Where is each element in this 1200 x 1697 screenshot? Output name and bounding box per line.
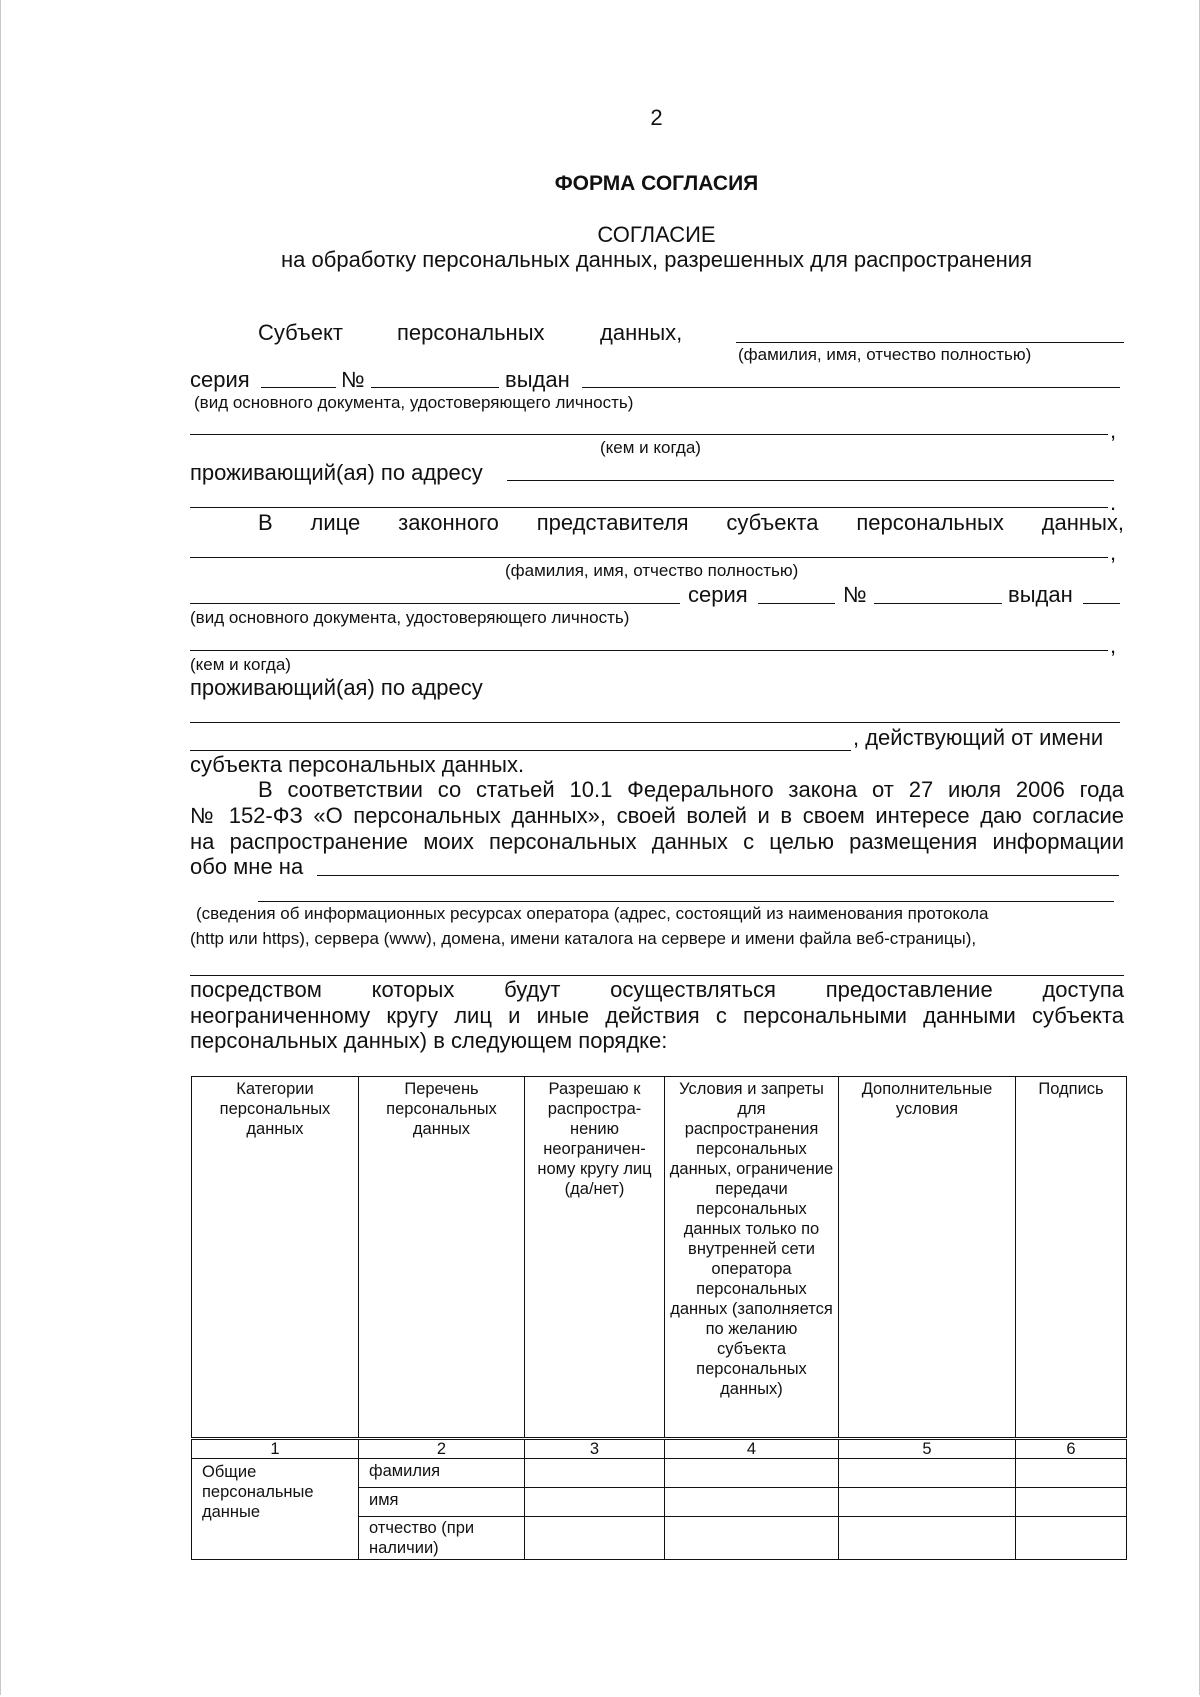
table-header-row [192, 1077, 1127, 1439]
subject-seria-line[interactable] [261, 387, 336, 388]
document-title: СОГЛАСИЕ [597, 222, 716, 247]
table-header-additional: Дополнительные условия [839, 1077, 1016, 1439]
table-item-cell: фамилия [359, 1459, 525, 1488]
subject-fio-line[interactable] [736, 342, 1124, 343]
representative-issued-line[interactable] [1083, 603, 1120, 604]
representative-fio-line[interactable] [190, 557, 1108, 558]
table-number-row [192, 1439, 1127, 1459]
consent-line-1: В соответствии со статьей 10.1 Федерального закона от 27 июля 2006 года [258, 777, 1124, 802]
representative-doc-line[interactable] [190, 603, 680, 604]
representative-doc-hint: (вид основного документа, удостоверяющего личность) [190, 608, 630, 627]
table-header-conditions: Условия и запреты для распространения персональных данных, ограничение передачи персональных данных только по внутренней сети оператора персональных данных (заполняется по желанию субъекта персональных данных) [665, 1077, 839, 1439]
subject-address-line[interactable] [507, 480, 1114, 481]
subject-address-label: проживающий(ая) по адресу [190, 460, 483, 485]
consent-resource-line[interactable] [317, 875, 1119, 876]
representative-issued-line-2[interactable] [190, 650, 1108, 651]
subject-label-word3: данных, [600, 320, 683, 345]
consent-line-4: обо мне на [190, 854, 304, 879]
table-number-cell: 4 [665, 1439, 839, 1459]
consent-resources-hint-1: (сведения об информационных ресурсах оператора (адрес, состоящий из наименования протокола [196, 904, 989, 923]
subject-issued-line[interactable] [582, 387, 1120, 388]
table-permission-cell[interactable] [525, 1517, 665, 1560]
table-conditions-cell[interactable] [665, 1517, 839, 1560]
form-heading: ФОРМА СОГЛАСИЯ [554, 172, 759, 195]
table-item-cell: отчество (при наличии) [359, 1517, 525, 1560]
subject-issued-line-2[interactable] [190, 434, 1108, 435]
table-signature-cell[interactable] [1016, 1517, 1127, 1560]
representative-address-line[interactable] [190, 722, 1120, 723]
representative-number-label: № [843, 582, 867, 607]
page-number: 2 [650, 105, 663, 130]
subject-seria-label: серия [190, 367, 250, 392]
representative-issued-label: выдан [1008, 582, 1073, 607]
representative-seria-label: серия [688, 582, 748, 607]
consent-resource-line-2[interactable] [258, 901, 1114, 902]
representative-kem-hint: (кем и когда) [190, 655, 291, 674]
consent-resource-line-3[interactable] [190, 975, 1124, 976]
subject-label-word1: Субъект [258, 320, 343, 345]
table-header-permission: Разрешаю к распростра- нению неограничен- ному кругу лиц (да/нет) [525, 1077, 665, 1439]
representative-address-line-2[interactable] [190, 750, 851, 751]
table-additional-cell[interactable] [839, 1459, 1016, 1488]
subject-address-line-2[interactable] [190, 507, 1108, 508]
subject-kem-hint: (кем и когда) [600, 438, 701, 457]
table-row [192, 1459, 1127, 1488]
consent-line-3: на распространение моих персональных данных с целью размещения информации [190, 829, 1124, 854]
table-item-cell: имя [359, 1488, 525, 1517]
document-subtitle: на обработку персональных данных, разрешенных для распространения [281, 247, 1032, 272]
table-header-list: Перечень персональных данных [359, 1077, 525, 1439]
table-signature-cell[interactable] [1016, 1459, 1127, 1488]
table-additional-cell[interactable] [839, 1488, 1016, 1517]
table-signature-cell[interactable] [1016, 1488, 1127, 1517]
table-permission-cell[interactable] [525, 1459, 665, 1488]
table-number-cell: 1 [192, 1439, 359, 1459]
subject-issued-label: выдан [505, 367, 570, 392]
subject-comma: , [1110, 418, 1117, 443]
representative-comma-2: , [1110, 633, 1117, 658]
table-conditions-cell[interactable] [665, 1459, 839, 1488]
consent-tail-2: неограниченному кругу лиц и иные действия с персональными данными субъекта [190, 1003, 1124, 1028]
subject-number-label: № [341, 367, 365, 392]
table-additional-cell[interactable] [839, 1517, 1016, 1560]
table-number-cell: 3 [525, 1439, 665, 1459]
table-number-cell: 2 [359, 1439, 525, 1459]
representative-address-label: проживающий(ая) по адресу [190, 675, 483, 700]
consent-tail-3: персональных данных) в следующем порядке: [190, 1028, 668, 1053]
table-header-signature: Подпись [1016, 1077, 1127, 1439]
consent-line-2: № 152-ФЗ «О персональных данных», своей волей и в своем интересе даю согласие [190, 803, 1124, 828]
subject-period: . [1110, 490, 1117, 515]
subject-label-word2: персональных [397, 320, 545, 345]
representative-comma: , [1110, 540, 1117, 565]
representative-acting: , действующий от имени [853, 725, 1104, 750]
representative-seria-line[interactable] [758, 603, 835, 604]
table-header-category: Категории персональных данных [192, 1077, 359, 1439]
table-conditions-cell[interactable] [665, 1488, 839, 1517]
representative-intro: В лице законного представителя субъекта персональных данных, [258, 510, 1124, 535]
table-number-cell: 5 [839, 1439, 1016, 1459]
consent-tail-1: посредством которых будут осуществляться предоставление доступа [190, 977, 1124, 1002]
subject-number-line[interactable] [371, 387, 499, 388]
consent-table [191, 1076, 1127, 1560]
table-number-cell: 6 [1016, 1439, 1127, 1459]
table-permission-cell[interactable] [525, 1488, 665, 1517]
consent-resources-hint-2: (http или https), сервера (www), домена, имени каталога на сервере и имени файла веб-страницы), [190, 929, 977, 948]
representative-acting-end: субъекта персональных данных. [190, 752, 525, 777]
subject-doc-hint: (вид основного документа, удостоверяющего личность) [194, 393, 634, 412]
subject-fio-hint: (фамилия, имя, отчество полностью) [738, 345, 1032, 364]
table-category-cell: Общие персональные данные [192, 1459, 359, 1560]
representative-number-line[interactable] [874, 603, 1002, 604]
representative-fio-hint: (фамилия, имя, отчество полностью) [505, 561, 799, 580]
